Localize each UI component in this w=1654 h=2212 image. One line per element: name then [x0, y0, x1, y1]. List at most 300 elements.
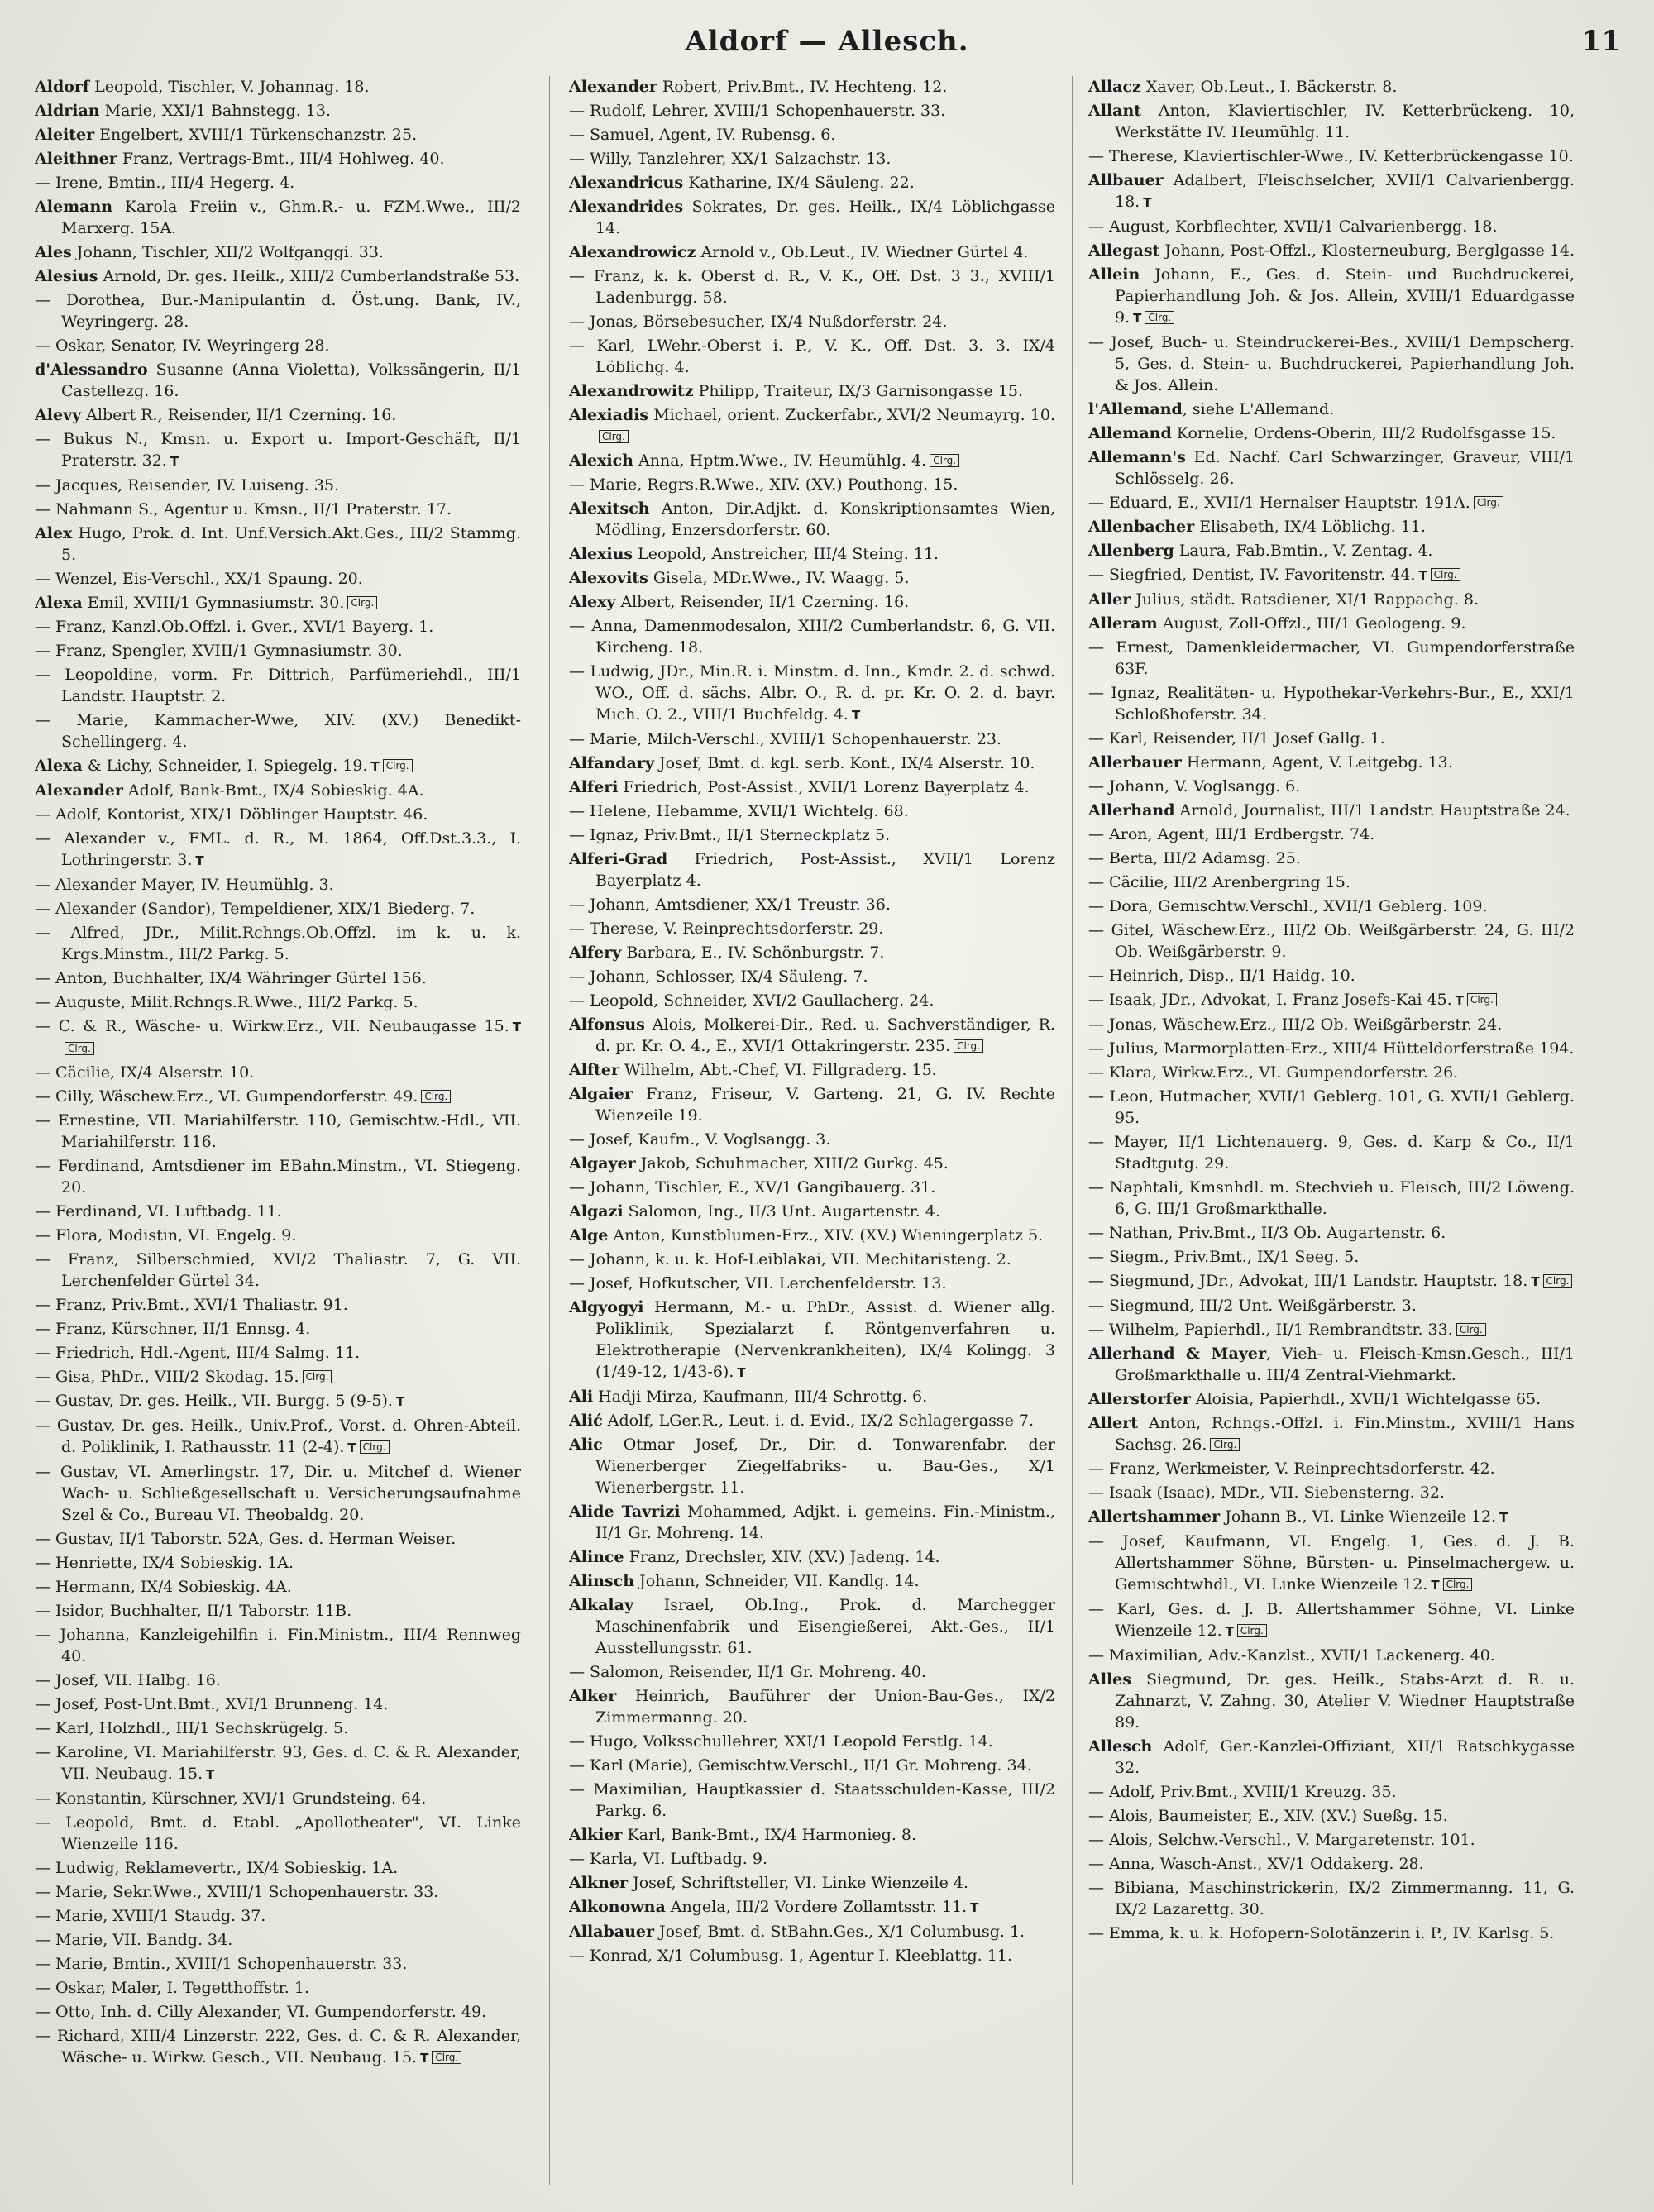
telephone-mark: T [1418, 568, 1427, 583]
directory-entry [569, 335, 1055, 378]
clearing-badge: Clrg. [1467, 993, 1497, 1006]
entry-details: — Josef, VII. Halbg. 16. [35, 1671, 221, 1689]
entry-surname: Alex [35, 524, 73, 542]
directory-entry [569, 1297, 1055, 1383]
directory-entry [1088, 682, 1575, 725]
entry-details: — Anton, Buchhalter, IX/4 Währinger Gürtel 156. [35, 969, 427, 987]
entry-surname: Alesius [35, 267, 98, 285]
entry-details: Robert, Priv.Bmt., IV. Hechteng. 12. [657, 78, 948, 96]
directory-entry [569, 894, 1055, 915]
entry-details: — Karla, VI. Luftbadg. 9. [569, 1850, 767, 1868]
entry-surname: d'Alessandro [35, 361, 148, 379]
entry-details: Josef, Bmt. d. StBahn.Ges., X/1 Columbusg. 1. [654, 1923, 1025, 1941]
entry-details: — Aron, Agent, III/1 Erdbergstr. 74. [1088, 825, 1375, 843]
entry-surname: Alić [569, 1412, 603, 1430]
entry-surname: Allerhand & Mayer [1088, 1345, 1266, 1363]
entry-details: — Ernestine, VII. Mariahilferstr. 110, Gemischtw.-Hdl., VII. Mariahilferstr. 116. [35, 1111, 521, 1151]
entry-details: — Marie, Sekr.Wwe., XVIII/1 Schopenhauerstr. 33. [35, 1883, 439, 1901]
directory-entry [35, 1576, 521, 1598]
entry-surname: Allenbacher [1088, 518, 1195, 536]
clearing-badge: Clrg. [954, 1039, 983, 1053]
entry-surname: Alexandrowitz [569, 382, 694, 400]
entry-details: — Eduard, E., XVII/1 Hernalser Hauptstr. 191A. [1088, 494, 1470, 512]
directory-entry [1088, 1388, 1575, 1410]
entry-details: — Ernest, Damenkleidermacher, VI. Gumpendorferstraße 63F. [1088, 638, 1575, 678]
directory-entry [35, 335, 521, 356]
entry-details: — Isidor, Buchhalter, II/1 Taborstr. 11B. [35, 1602, 352, 1620]
entry-details: — Gustav, II/1 Taborstr. 52A, Ges. d. Herman Weiser. [35, 1530, 457, 1548]
entry-details: — Marie, Kammacher-Wwe, XIV. (XV.) Benedikt-Schellingerg. 4. [35, 711, 521, 751]
entry-details: Hugo, Prok. d. Int. Unf.Versich.Akt.Ges., III/2 Stammg. 5. [61, 524, 521, 564]
directory-entry [35, 265, 521, 287]
entry-surname: Alexius [569, 545, 633, 563]
entry-details: Marie, XXI/1 Bahnstegg. 13. [99, 102, 332, 120]
clearing-badge: Clrg. [303, 1370, 332, 1383]
entry-surname: Alleram [1088, 614, 1158, 633]
directory-entry [1088, 1246, 1575, 1268]
entry-surname: Allacz [1088, 78, 1141, 96]
directory-entry [35, 172, 521, 193]
entry-details: — Cilly, Wäschew.Erz., VI. Gumpendorferstr. 49. [35, 1087, 418, 1106]
entry-details: — Jacques, Reisender, IV. Luiseng. 35. [35, 476, 340, 494]
directory-entry [569, 776, 1055, 798]
directory-entry [569, 124, 1055, 146]
telephone-mark: T [170, 454, 179, 469]
directory-entry [1088, 637, 1575, 680]
entry-details: Israel, Ob.Ing., Prok. d. Marchegger Maschinenfabrik und Eisengießerei, Akt.-Ges., II/1 Ausstellungsstr. 61. [595, 1596, 1055, 1657]
entry-details: — Isaak, JDr., Advokat, I. Franz Josefs-Kai 45. [1088, 991, 1452, 1009]
directory-entry [569, 1410, 1055, 1431]
page-header [0, 25, 1654, 64]
entry-details: — Alfred, JDr., Milit.Rchngs.Ob.Offzl. im k. u. k. Krgs.Minstm., III/2 Parkg. 5. [35, 924, 521, 963]
entry-details: — Karl, Reisender, II/1 Josef Gallg. 1. [1088, 729, 1385, 748]
directory-entry [35, 1929, 521, 1951]
directory-entry [569, 752, 1055, 774]
telephone-mark: T [395, 1394, 405, 1409]
directory-entry [1088, 1177, 1575, 1220]
entry-surname: Aleithner [35, 150, 117, 168]
entry-surname: Alles [1088, 1670, 1131, 1689]
entry-details: — Dora, Gemischtw.Verschl., XVII/1 Geblerg. 109. [1088, 897, 1488, 915]
directory-entry [1088, 76, 1575, 98]
entry-details: — Bukus N., Kmsn. u. Export u. Import-Geschäft, II/1 Praterstr. 32. [35, 430, 521, 470]
entry-details: , Vieh- u. Fleisch-Kmsn.Gesch., III/1 Großmarkthalle u. III/4 Zentral-Viehmarkt. [1115, 1345, 1575, 1384]
directory-entry [569, 1225, 1055, 1246]
directory-entry [35, 828, 521, 872]
telephone-mark: T [420, 2051, 429, 2066]
directory-entry [35, 2025, 521, 2069]
entry-surname: Allabauer [569, 1923, 654, 1941]
directory-entry [35, 1318, 521, 1340]
directory-entry [569, 1059, 1055, 1081]
entry-details: — Leopoldine, vorm. Fr. Dittrich, Parfümeriehdl., III/1 Landstr. Hauptstr. 2. [35, 666, 521, 705]
entry-details: — Isaak (Isaac), MDr., VII. Siebensterng. 32. [1088, 1483, 1445, 1502]
directory-entry [569, 1570, 1055, 1592]
directory-entry [1088, 540, 1575, 561]
entry-surname: Alfery [569, 944, 622, 962]
directory-entry [35, 804, 521, 825]
directory-entry [569, 1945, 1055, 1966]
entry-details: Albert, Reisender, II/1 Czerning. 16. [615, 593, 910, 611]
directory-entry [35, 475, 521, 496]
entry-details: — Ignaz, Priv.Bmt., II/1 Sterneckplatz 5. [569, 826, 891, 844]
entry-surname: Aldrian [35, 102, 100, 120]
entry-details: Karl, Bank-Bmt., IX/4 Harmonieg. 8. [622, 1826, 917, 1844]
directory-entry [1088, 1343, 1575, 1386]
entry-surname: Allegast [1088, 241, 1160, 260]
directory-entry [569, 76, 1055, 98]
directory-entry [569, 824, 1055, 846]
entry-details: — Therese, Klaviertischler-Wwe., IV. Ketterbrückengasse 10. [1088, 147, 1574, 165]
entry-details: — Samuel, Agent, IV. Rubensg. 6. [569, 126, 836, 144]
directory-entry [1088, 848, 1575, 869]
entry-surname: Alfonsus [569, 1015, 645, 1034]
entry-details: — Ignaz, Realitäten- u. Hypothekar-Verkehrs-Bur., E., XXI/1 Schloßhoferstr. 34. [1088, 684, 1575, 724]
entry-details: — Johann, V. Voglsangg. 6. [1088, 777, 1301, 795]
entry-details: Johann, Post-Offzl., Klosterneuburg, Berglgasse 14. [1159, 241, 1575, 260]
entry-surname: Algazi [569, 1202, 624, 1221]
directory-entry [35, 1812, 521, 1855]
entry-surname: Allenberg [1088, 542, 1174, 560]
directory-entry [1088, 146, 1575, 167]
entry-details: Anton, Klaviertischler, IV. Ketterbrückeng. 10, Werkstätte IV. Heumühlg. 11. [1115, 102, 1575, 141]
directory-entry [35, 1953, 521, 1975]
directory-entry [35, 1201, 521, 1222]
entry-details: — Alexander v., FML. d. R., M. 1864, Off.Dst.3.3., I. Lothringerstr. 3. [35, 829, 521, 869]
directory-entry [569, 148, 1055, 170]
directory-entry [35, 898, 521, 920]
entry-details: — Wenzel, Eis-Verschl., XX/1 Spaung. 20. [35, 570, 363, 588]
entry-details: — Hugo, Volksschullehrer, XXI/1 Leopold Ferstlg. 14. [569, 1732, 993, 1751]
entry-details: Anton, Dir.Adjkt. d. Konskriptionsamtes Wien, Mödling, Enzersdorferstr. 60. [595, 499, 1055, 539]
entry-surname: Alexander [35, 781, 123, 800]
directory-entry [35, 1155, 521, 1198]
entry-details: Alois, Molkerei-Dir., Red. u. Sachverständiger, R. d. pr. Kr. O. 4., E., XVI/1 Ottakringerstr. 235. [595, 1015, 1055, 1055]
entry-details: — Marie, Milch-Verschl., XVIII/1 Schopenhauerstr. 23. [569, 730, 1002, 748]
directory-entry [1088, 1270, 1575, 1292]
entry-details: — Dorothea, Bur.-Manipulantin d. Öst.ung. Bank, IV., Weyringerg. 28. [35, 291, 521, 331]
directory-entry [569, 1921, 1055, 1942]
directory-entry [35, 1366, 521, 1388]
entry-details: Johann, Tischler, XII/2 Wolfganggi. 33. [71, 243, 385, 261]
directory-entry [1088, 1923, 1575, 1944]
directory-entry [1088, 100, 1575, 143]
entry-surname: Aleiter [35, 126, 95, 144]
directory-entry [35, 148, 521, 170]
directory-entry [35, 523, 521, 566]
entry-surname: Alic [569, 1436, 603, 1454]
entry-details: Arnold, Journalist, III/1 Landstr. Hauptstraße 24. [1174, 801, 1570, 819]
entry-details: — Josef, Kaufmann, VI. Engelg. 1, Ges. d. J. B. Allertshammer Söhne, Bürsten- u. Pinselmachergew. u. Gemischtwhdl., VI. Linke Wienzeile 12. [1088, 1532, 1575, 1593]
telephone-mark: T [195, 853, 204, 868]
telephone-mark: T [370, 759, 380, 774]
directory-entry [35, 640, 521, 662]
directory-entry [35, 1624, 521, 1667]
directory-entry [35, 780, 521, 801]
directory-entry [1088, 1482, 1575, 1503]
directory-entry [1088, 613, 1575, 634]
entry-details: Friedrich, Post-Assist., XVII/1 Lorenz Bayerplatz 4. [595, 850, 1055, 890]
entry-details: — Jonas, Wäschew.Erz., III/2 Ob. Weißgärberstr. 24. [1088, 1015, 1503, 1034]
entry-surname: Aller [1088, 590, 1131, 609]
entry-details: — Franz, Spengler, XVIII/1 Gymnasiumstr. 30. [35, 642, 403, 660]
entry-details: — Salomon, Reisender, II/1 Gr. Mohreng. 40. [569, 1663, 926, 1681]
entry-surname: Allerhand [1088, 801, 1175, 819]
entry-details: — Johann, Tischler, E., XV/1 Gangibauerg. 31. [569, 1178, 936, 1197]
directory-entry [569, 729, 1055, 750]
entry-details: — Franz, Kanzl.Ob.Offzl. i. Gver., XVI/1 Bayerg. 1. [35, 618, 434, 636]
entry-details: — Hermann, IX/4 Sobieskig. 4A. [35, 1578, 292, 1596]
entry-surname: Alfandary [569, 754, 654, 772]
directory-entry [1088, 752, 1575, 773]
entry-details: — Gitel, Wäschew.Erz., III/2 Ob. Weißgärberstr. 24, G. III/2 Ob. Weißgärberstr. 9. [1088, 921, 1575, 961]
entry-details: Anton, Rchngs.-Offzl. i. Fin.Minstm., XVIII/1 Hans Sachsg. 26. [1115, 1414, 1575, 1454]
entry-surname: Alkier [569, 1826, 623, 1844]
entry-surname: l'Allemand [1088, 400, 1183, 418]
directory-entry [1088, 1736, 1575, 1779]
directory-entry [569, 1249, 1055, 1270]
directory-entry [569, 800, 1055, 822]
entry-details: Philipp, Traiteur, IX/3 Garnisongasse 15. [693, 382, 1024, 400]
directory-entry [569, 1083, 1055, 1126]
entry-details: Otmar Josef, Dr., Dir. d. Tonwarenfabr. der Wienerberger Ziegelfabriks- u. Bau-Ges., X/1 Wienerbergstr. 11. [595, 1436, 1055, 1497]
directory-entry [569, 1685, 1055, 1728]
entry-surname: Algaier [569, 1085, 633, 1103]
column-divider [1072, 76, 1073, 2185]
entry-details: — C. & R., Wäsche- u. Wirkw.Erz., VII. Neubaugasse 15. [35, 1017, 509, 1035]
directory-entry [569, 1755, 1055, 1776]
entry-details: Friedrich, Post-Assist., XVII/1 Lorenz Bayerplatz 4. [618, 778, 1030, 796]
entry-details: — Klara, Wirkw.Erz., VI. Gumpendorferstr. 26. [1088, 1063, 1459, 1082]
entry-surname: Allemand [1088, 424, 1172, 442]
directory-entry [35, 1857, 521, 1879]
directory-entry [569, 615, 1055, 658]
entry-details: — Karl, Holzhdl., III/1 Sechskrügelg. 5. [35, 1719, 349, 1737]
entry-surname: Allbauer [1088, 171, 1164, 189]
entry-details: — Josef, Kaufm., V. Voglsangg. 3. [569, 1130, 831, 1149]
telephone-mark: T [737, 1365, 746, 1380]
directory-entry [1088, 170, 1575, 213]
directory-entry [35, 1062, 521, 1083]
directory-entry [569, 474, 1055, 495]
entry-surname: Alker [569, 1687, 617, 1705]
entry-surname: Alferi-Grad [569, 850, 668, 868]
directory-entry [35, 568, 521, 590]
directory-entry [1088, 728, 1575, 749]
directory-entry [1088, 1412, 1575, 1455]
telephone-mark: T [1431, 1578, 1440, 1593]
entry-surname: Alexa [35, 594, 83, 612]
directory-entry [35, 1015, 521, 1059]
entry-details: — Henriette, IX/4 Sobieskig. 1A. [35, 1554, 294, 1572]
entry-details: — Johanna, Kanzleigehilfin i. Fin.Ministm., III/4 Rennweg 40. [35, 1626, 521, 1665]
clearing-badge: Clrg. [1237, 1624, 1267, 1637]
clearing-badge: Clrg. [599, 430, 629, 443]
entry-details: — Flora, Modistin, VI. Engelg. 9. [35, 1226, 297, 1245]
entry-details: — Anna, Damenmodesalon, XIII/2 Cumberlandstr. 6, G. VII. Kircheng. 18. [569, 617, 1055, 657]
directory-entry [35, 709, 521, 752]
directory-entry [35, 1905, 521, 1927]
entry-details: Hermann, M.- u. PhDr., Assist. d. Wiener allg. Poliklinik, Spezialarzt f. Röntgenverfahren u. Elektrotherapie (Nervenkrankheiten), IX/4 Kolingg. 3 (1/49-12, 1/43-6). [595, 1298, 1055, 1381]
directory-entry [569, 661, 1055, 726]
entry-details: — Siegmund, III/2 Unt. Weißgärberstr. 3. [1088, 1297, 1417, 1315]
entry-surname: Aldorf [35, 78, 90, 96]
entry-surname: Alexy [569, 593, 616, 611]
telephone-mark: T [1133, 311, 1142, 326]
entry-details: — Franz, k. k. Oberst d. R., V. K., Off. Dst. 3 3., XVIII/1 Ladenburgg. 58. [569, 267, 1055, 307]
entry-details: Heinrich, Bauführer der Union-Bau-Ges., IX/2 Zimmermanng. 20. [595, 1687, 1055, 1727]
entry-details: — Alois, Selchw.-Verschl., V. Margaretenstr. 101. [1088, 1831, 1475, 1849]
directory-entry [35, 922, 521, 965]
directory-entry [569, 241, 1055, 263]
entry-details: — Alexander Mayer, IV. Heumühlg. 3. [35, 876, 334, 894]
telephone-mark: T [970, 1900, 979, 1915]
entry-details: — Naphtali, Kmsnhdl. m. Stechvieh u. Fleisch, III/2 Löweng. 6, G. III/1 Großmarkthalle. [1088, 1178, 1575, 1218]
entry-details: — Nathan, Priv.Bmt., II/3 Ob. Augartenstr. 6. [1088, 1224, 1446, 1242]
directory-entry [569, 1594, 1055, 1659]
directory-entry [35, 1110, 521, 1153]
clearing-badge: Clrg. [432, 2051, 461, 2064]
entry-details: — Wilhelm, Papierhdl., II/1 Rembrandtstr. 33. [1088, 1321, 1453, 1339]
directory-entry [1088, 332, 1575, 396]
directory-entry [1088, 1531, 1575, 1596]
entry-details: — Gustav, VI. Amerlingstr. 17, Dir. u. Mitchef d. Wiener Wach- u. Schließgesellschaft u. Versicherungsaufnahme Szel & Co., Bureau VI. Theobaldg. 20. [35, 1463, 521, 1524]
clearing-badge: Clrg. [1443, 1578, 1473, 1591]
directory-entry [35, 1461, 521, 1526]
entry-details: Hermann, Agent, V. Leitgebg. 13. [1181, 753, 1453, 772]
directory-entry [569, 918, 1055, 939]
entry-details: — Helene, Hebamme, XVII/1 Wichtelg. 68. [569, 802, 909, 820]
entry-details: — Josef, Post-Unt.Bmt., XVI/1 Brunneng. 14. [35, 1695, 389, 1713]
entry-surname: Alkalay [569, 1596, 634, 1614]
telephone-mark: T [206, 1767, 215, 1782]
directory-entry [1088, 776, 1575, 797]
entry-surname: Alge [569, 1226, 609, 1245]
entry-details: Elisabeth, IX/4 Löblichg. 11. [1194, 518, 1426, 536]
directory-entry [569, 1434, 1055, 1498]
entry-details: — Leon, Hutmacher, XVII/1 Geblerg. 101, G. XVII/1 Geblerg. 95. [1088, 1087, 1575, 1127]
directory-entry [1088, 989, 1575, 1011]
directory-entry [35, 1086, 521, 1107]
entry-details: Ed. Nachf. Carl Schwarzinger, Graveur, VIII/1 Schlösselg. 26. [1115, 448, 1575, 488]
entry-details: — Marie, VII. Bandg. 34. [35, 1931, 233, 1949]
entry-details: — Josef, Hofkutscher, VII. Lerchenfelderstr. 13. [569, 1274, 947, 1292]
entry-surname: Allert [1088, 1414, 1139, 1432]
directory-entry [35, 2001, 521, 2023]
entry-details: — Franz, Werkmeister, V. Reinprechtsdorferstr. 42. [1088, 1460, 1495, 1478]
entry-surname: Algyogyi [569, 1298, 644, 1316]
directory-entry [569, 1872, 1055, 1894]
directory-entry [35, 1788, 521, 1809]
directory-entry [1088, 1295, 1575, 1316]
entry-details: — Irene, Bmtin., III/4 Hegerg. 4. [35, 174, 295, 192]
entry-details: — Ludwig, Reklamevertr., IX/4 Sobieskig. 1A. [35, 1859, 399, 1877]
entry-surname: Ali [569, 1388, 594, 1406]
directory-entry [35, 967, 521, 989]
entry-details: — Adolf, Priv.Bmt., XVIII/1 Kreuzg. 35. [1088, 1783, 1397, 1801]
telephone-mark: T [1499, 1510, 1508, 1525]
entry-surname: Allerbauer [1088, 753, 1182, 772]
entry-surname: Alinsch [569, 1572, 635, 1590]
entry-details: — Otto, Inh. d. Cilly Alexander, VI. Gumpendorferstr. 49. [35, 2003, 487, 2021]
entry-details: Adalbert, Fleischselcher, XVII/1 Calvarienbergg. 18. [1115, 171, 1575, 211]
entry-details: — Rudolf, Lehrer, XVIII/1 Schopenhauerstr. 33. [569, 102, 946, 120]
directory-entry [35, 1415, 521, 1459]
directory-entry [35, 100, 521, 122]
clearing-badge: Clrg. [1431, 568, 1460, 581]
directory-entry [1088, 399, 1575, 420]
entry-details: Mohammed, Adjkt. i. gemeins. Fin.-Ministm., II/1 Gr. Mohreng. 14. [595, 1503, 1055, 1542]
entry-details: — Mayer, II/1 Lichtenauerg. 9, Ges. d. Karp & Co., II/1 Stadtgutg. 29. [1088, 1133, 1575, 1173]
entry-details: Angela, III/2 Vordere Zollamtsstr. 11. [665, 1898, 968, 1916]
entry-details: — Cäcilie, IX/4 Alserstr. 10. [35, 1063, 255, 1082]
entry-details: Barbara, E., IV. Schönburgstr. 7. [621, 944, 885, 962]
clearing-badge: Clrg. [421, 1090, 451, 1103]
entry-details: August, Zoll-Offzl., III/1 Geologeng. 9. [1157, 614, 1466, 633]
directory-entry [569, 1386, 1055, 1407]
entry-details: Emil, XVIII/1 Gymnasiumstr. 30. [82, 594, 345, 612]
entry-details: Katharine, IX/4 Säuleng. 22. [683, 174, 915, 192]
entry-details: — Willy, Tanzlehrer, XX/1 Salzachstr. 13. [569, 150, 892, 168]
entry-details: Wilhelm, Abt.-Chef, VI. Fillgraderg. 15. [619, 1061, 937, 1079]
directory-entry [569, 543, 1055, 565]
directory-entry [35, 874, 521, 896]
directory-entry [569, 311, 1055, 332]
entry-details: Salomon, Ing., II/3 Unt. Augartenstr. 4. [623, 1202, 941, 1221]
entry-surname: Alide Tavrizi [569, 1503, 681, 1521]
entry-details: — Josef, Buch- u. Steindruckerei-Bes., XVIII/1 Dempscherg. 5, Ges. d. Stein- u. Buchdruckerei, Papierhandlung Joh. & Jos. Allein. [1088, 333, 1575, 394]
entry-surname: Alexandrides [569, 198, 684, 216]
directory-entry [35, 755, 521, 777]
entry-details: Jakob, Schuhmacher, XIII/2 Gurkg. 45. [635, 1154, 949, 1173]
entry-surname: Alemann [35, 198, 113, 216]
entry-details: — Oskar, Senator, IV. Weyringerg 28. [35, 337, 330, 355]
directory-entry [569, 990, 1055, 1011]
entry-details: — Konstantin, Kürschner, XVI/1 Grundsteing. 64. [35, 1789, 427, 1808]
directory-entry [569, 450, 1055, 471]
directory-entry [35, 1528, 521, 1550]
entry-details: — Auguste, Milit.Rchngs.R.Wwe., III/2 Parkg. 5. [35, 993, 418, 1011]
entry-details: Albert R., Reisender, II/1 Czerning. 16. [81, 406, 397, 424]
entry-details: — Franz, Priv.Bmt., XVI/1 Thaliastr. 91. [35, 1296, 348, 1314]
entry-surname: Alexitsch [569, 499, 650, 518]
directory-entry [569, 172, 1055, 193]
entry-details: — Franz, Silberschmied, XVI/2 Thaliastr. 7, G. VII. Lerchenfelder Gürtel 34. [35, 1250, 521, 1290]
entry-details: Leopold, Anstreicher, III/4 Steing. 11. [633, 545, 939, 563]
entry-surname: Alexandricus [569, 174, 684, 192]
directory-entry [35, 359, 521, 402]
entry-details: — Adolf, Kontorist, XIX/1 Döblinger Hauptstr. 46. [35, 805, 428, 824]
entry-details: Franz, Vertrags-Bmt., III/4 Hohlweg. 40. [117, 150, 445, 168]
directory-entry [1088, 516, 1575, 537]
entry-details: Leopold, Tischler, V. Johannag. 18. [89, 78, 370, 96]
entry-surname: Alexander [569, 78, 657, 96]
directory-entry [1088, 447, 1575, 490]
telephone-mark: T [1143, 195, 1152, 210]
entry-details: — Karl (Marie), Gemischtw.Verschl., II/1 Gr. Mohreng. 34. [569, 1756, 1032, 1775]
directory-entry [35, 1552, 521, 1574]
directory-entry [1088, 872, 1575, 893]
directory-entry [35, 1694, 521, 1715]
directory-entry [35, 1600, 521, 1622]
entry-details: & Lichy, Schneider, I. Spiegelg. 19. [82, 757, 368, 775]
entry-details: — Johann, Schlosser, IX/4 Säuleng. 7. [569, 967, 868, 986]
directory-entry [35, 1294, 521, 1316]
directory-entry [569, 1153, 1055, 1174]
column-divider [549, 76, 550, 2185]
entry-details: — Karoline, VI. Mariahilferstr. 93, Ges. d. C. & R. Alexander, VII. Neubaug. 15. [35, 1743, 521, 1783]
clearing-badge: Clrg. [1474, 496, 1503, 509]
